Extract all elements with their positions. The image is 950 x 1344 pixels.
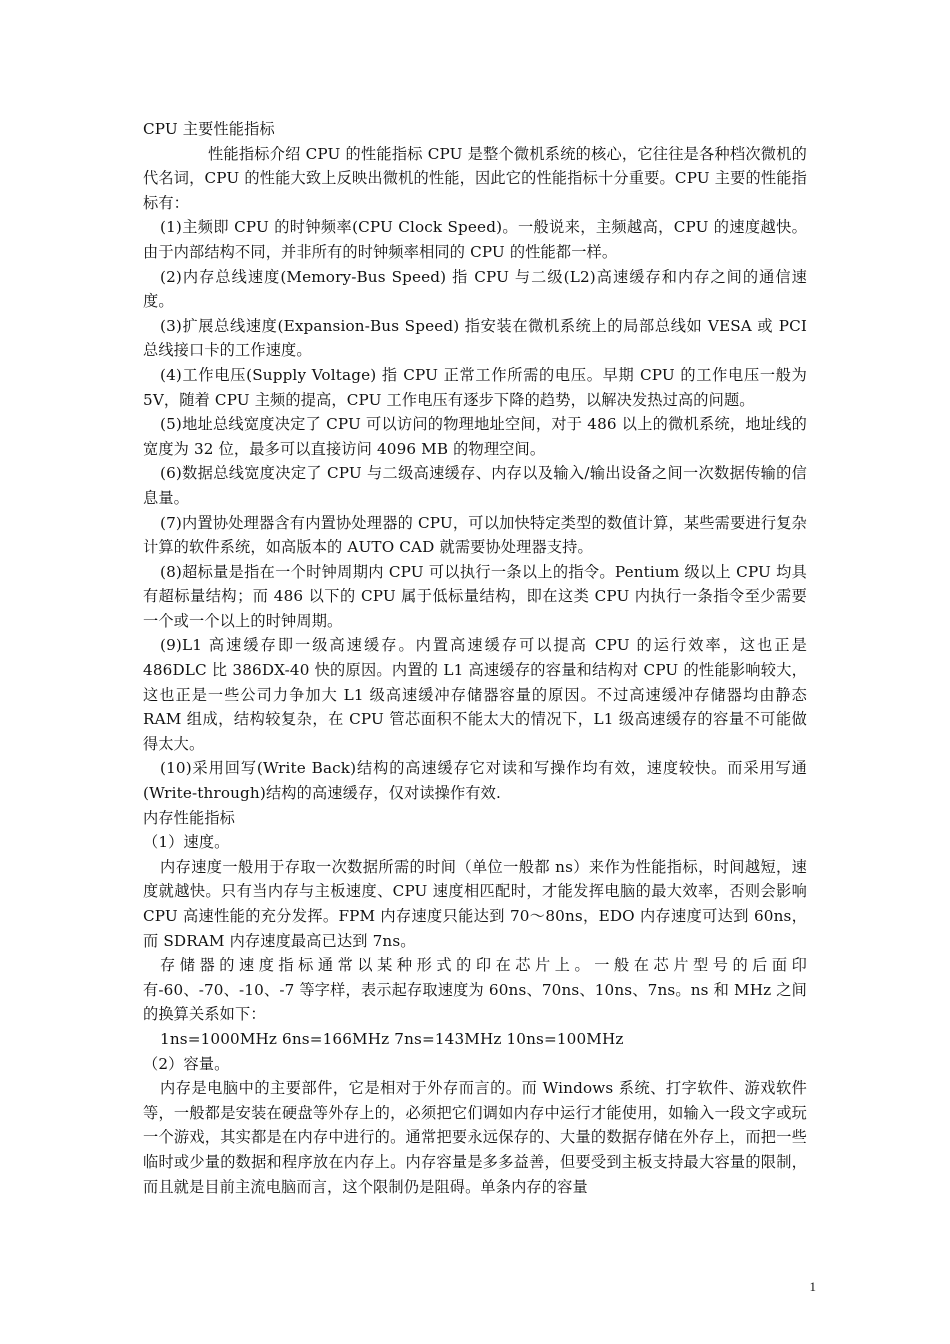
speed-paragraph: 存储器的速度指标通常以某种形式的印在芯片上。一般在芯片型号的后面印有-60、-70、-10、-7 等字样，表示起存取速度为 60ns、70ns、10ns、7ns。ns 和 MHz 之间的换算关系如下：	[143, 956, 807, 1024]
item-paragraph: (8)超标量是指在一个时钟周期内 CPU 可以执行一条以上的指令。Pentium 级以上 CPU 均具有超标量结构；而 486 以下的 CPU 属于低标量结构，即在这类 CPU 内执行一条指令至少需要一个或一个以上的时钟周期。	[143, 562, 807, 630]
page-number: 1	[809, 1279, 816, 1294]
item-paragraph: (1)主频即 CPU 的时钟频率(CPU Clock Speed)。一般说来，主频越高，CPU 的速度越快。由于内部结构不同，并非所有的时钟频率相同的 CPU 的性能都一样。	[143, 218, 807, 261]
intro-paragraph: 性能指标介绍 CPU 的性能指标 CPU 是整个微机系统的核心，它往往是各种档次微机的代名词，CPU 的性能大致上反映出微机的性能，因此它的性能指标十分重要。CPU 主要的性能指标有：	[143, 144, 807, 212]
memory-heading: 内存性能指标	[143, 808, 236, 827]
document-body	[143, 117, 807, 1199]
speed-paragraph: 内存速度一般用于存取一次数据所需的时间（单位一般都 ns）来作为性能指标，时间越短，速度就越快。只有当内存与主板速度、CPU 速度相匹配时，才能发挥电脑的最大效率，否则会影响 CPU 高速性能的充分发挥。FPM 内存速度只能达到 70～80ns，EDO 内存速度可达到 60ns，而 SDRAM 内存速度最高已达到 7ns。	[143, 857, 807, 950]
item-paragraph: (7)内置协处理器含有内置协处理器的 CPU，可以加快特定类型的数值计算，某些需要进行复杂计算的软件系统，如高版本的 AUTO CAD 就需要协处理器支持。	[143, 513, 807, 557]
item-paragraph: (5)地址总线宽度决定了 CPU 可以访问的物理地址空间，对于 486 以上的微机系统，地址线的宽度为 32 位，最多可以直接访问 4096 MB 的物理空间。	[143, 415, 807, 458]
conversion-line: 1ns=1000MHz 6ns=166MHz 7ns=143MHz 10ns=100MHz	[160, 1029, 624, 1048]
speed-heading: （1）速度。	[143, 833, 230, 852]
item-paragraph: (3)扩展总线速度(Expansion-Bus Speed) 指安装在微机系统上的局部总线如 VESA 或 PCI 总线接口卡的工作速度。	[143, 316, 807, 360]
capacity-heading: （2）容量。	[143, 1054, 230, 1073]
item-paragraph: (4)工作电压(Supply Voltage) 指 CPU 正常工作所需的电压。早期 CPU 的工作电压一般为 5V，随着 CPU 主频的提高，CPU 工作电压有逐步下降的趋势，以解决发热过高的问题。	[143, 365, 807, 409]
item-paragraph: (2)内存总线速度(Memory-Bus Speed) 指 CPU 与二级(L2)高速缓存和内存之间的通信速度。	[143, 267, 807, 311]
item-paragraph: (6)数据总线宽度决定了 CPU 与二级高速缓存、内存以及输入/输出设备之间一次数据传输的信息量。	[143, 464, 807, 507]
item-paragraph: (9)L1 高速缓存即一级高速缓存。内置高速缓存可以提高 CPU 的运行效率，这也正是 486DLC 比 386DX-40 快的原因。内置的 L1 高速缓存的容量和结构对 CPU 的性能影响较大，这也正是一些公司力争加大 L1 级高速缓冲存储器容量的原因。不过高速缓冲存储器均由静态 RAM 组成，结构较复杂，在 CPU 管芯面积不能太大的情况下，L1 级高速缓存的容量不可能做得太大。	[143, 636, 807, 753]
item-paragraph: (10)采用回写(Write Back)结构的高速缓存它对读和写操作均有效，速度较快。而采用写通(Write-through)结构的高速缓存，仅对读操作有效.	[143, 759, 807, 803]
document-title: CPU 主要性能指标	[143, 120, 275, 138]
capacity-paragraph: 内存是电脑中的主要部件，它是相对于外存而言的。而 Windows 系统、打字软件、游戏软件等，一般都是安装在硬盘等外存上的，必须把它们调如内存中运行才能使用，如输入一段文字或玩一个游戏，其实都是在内存中进行的。通常把要永远保存的、大量的数据存储在外存上，而把一些临时或少量的数据和程序放在内存上。内存容量是多多益善，但要受到主板支持最大容量的限制，而且就是目前主流电脑而言，这个限制仍是阻碍。单条内存的容量	[143, 1079, 807, 1196]
